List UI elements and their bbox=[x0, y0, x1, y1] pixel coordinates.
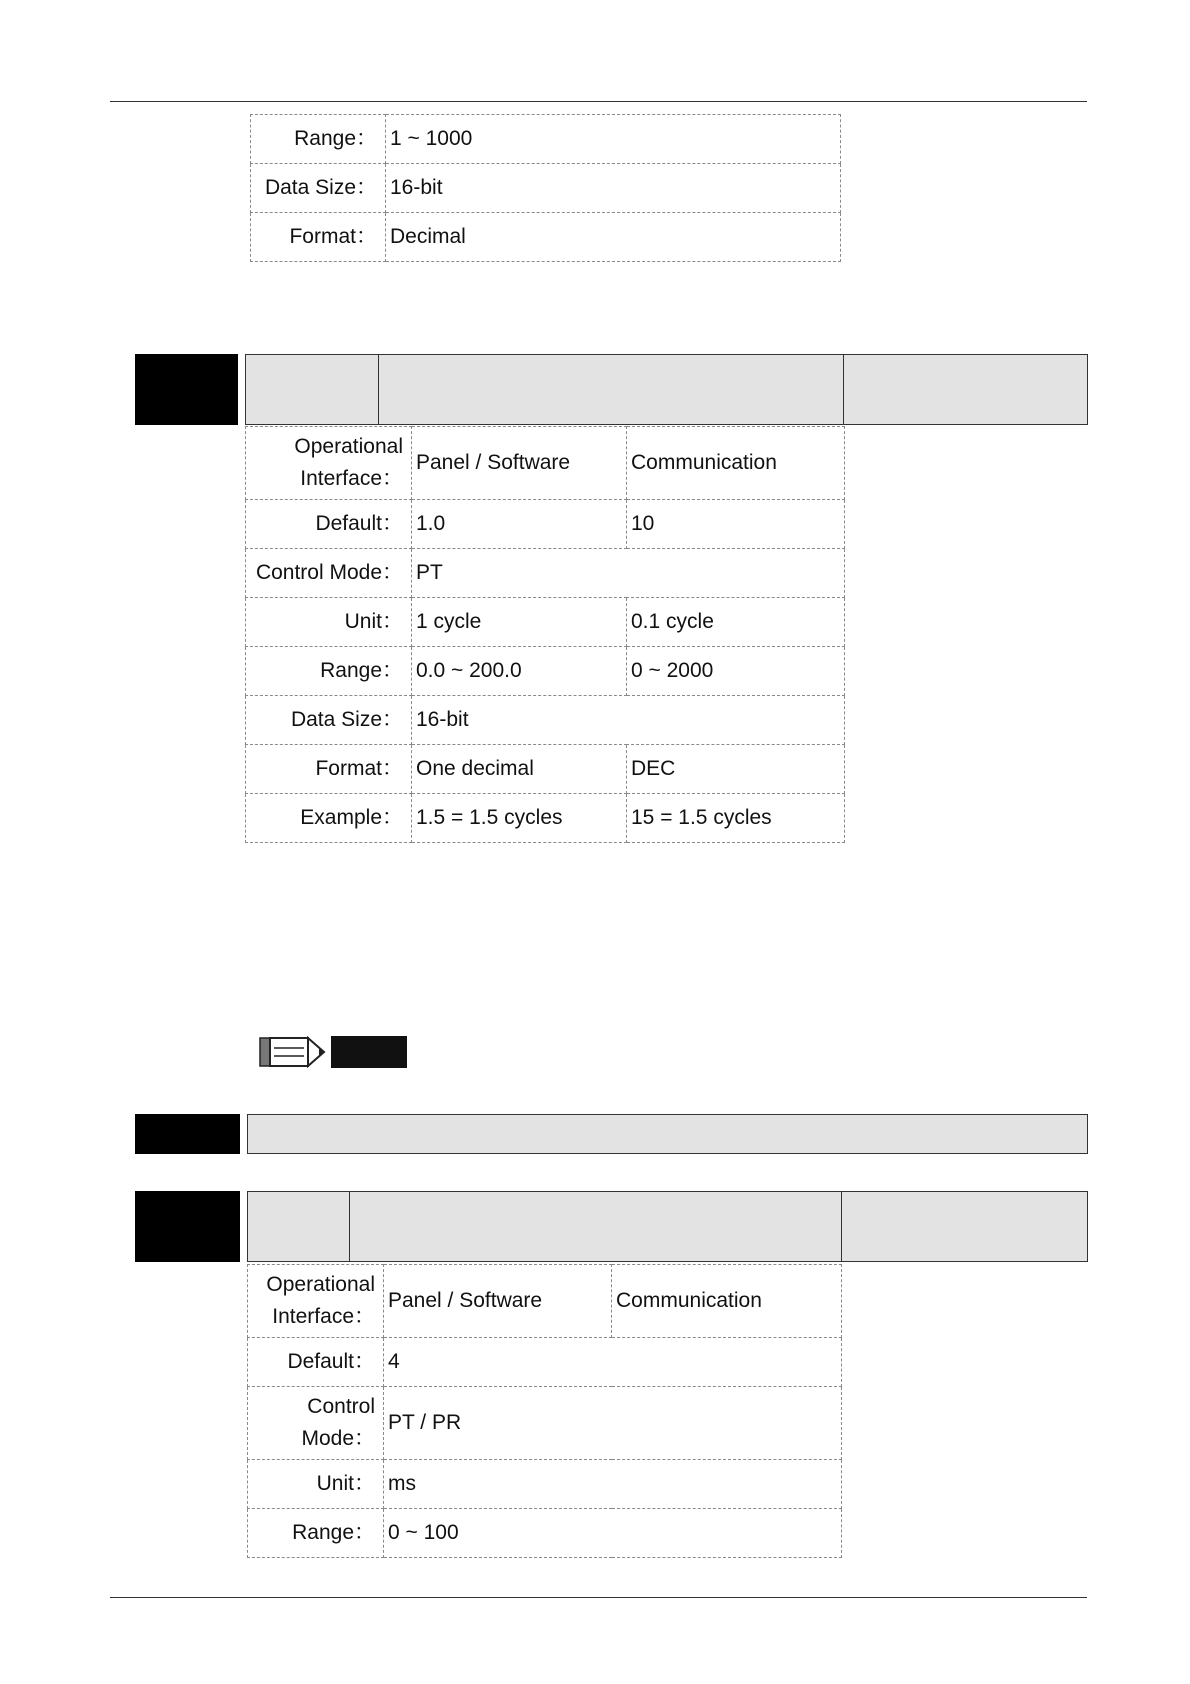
unit-comm: 0.1 cycle bbox=[627, 598, 845, 647]
interface-comm: Communication bbox=[627, 427, 845, 500]
format-label: Format： bbox=[251, 213, 386, 262]
example-comm: 15 = 1.5 cycles bbox=[627, 794, 845, 843]
data-size-label: Data Size： bbox=[246, 696, 412, 745]
range-value: 1 ~ 1000 bbox=[386, 115, 841, 164]
format-comm: DEC bbox=[627, 745, 845, 794]
default-comm: 10 bbox=[627, 500, 845, 549]
parameter-code-box-2 bbox=[135, 354, 238, 425]
data-size-value: 16-bit bbox=[386, 164, 841, 213]
footer-rule bbox=[110, 1597, 1087, 1598]
format-panel: One decimal bbox=[412, 745, 627, 794]
interface-label: Operational Interface： bbox=[246, 427, 412, 500]
range-value: 0 ~ 100 bbox=[384, 1509, 842, 1558]
range-label: Range： bbox=[246, 647, 412, 696]
example-panel: 1.5 = 1.5 cycles bbox=[412, 794, 627, 843]
format-label: Format： bbox=[246, 745, 412, 794]
interface-panel: Panel / Software bbox=[384, 1265, 612, 1338]
interface-comm: Communication bbox=[612, 1265, 842, 1338]
control-mode-label: Control Mode： bbox=[246, 549, 412, 598]
data-size-label: Data Size： bbox=[251, 164, 386, 213]
parameter-header-bar-3 bbox=[247, 1191, 1088, 1262]
interface-panel: Panel / Software bbox=[412, 427, 627, 500]
note-label-bar bbox=[331, 1036, 407, 1068]
default-label: Default： bbox=[246, 500, 412, 549]
default-label: Default： bbox=[248, 1338, 384, 1387]
range-comm: 0 ~ 2000 bbox=[627, 647, 845, 696]
control-mode-value: PT / PR bbox=[384, 1387, 842, 1460]
section-code-box bbox=[135, 1114, 240, 1154]
control-mode-label: Control Mode： bbox=[248, 1387, 384, 1460]
control-mode-value: PT bbox=[412, 549, 845, 598]
data-size-value: 16-bit bbox=[412, 696, 845, 745]
note-pencil-icon bbox=[258, 1035, 328, 1069]
parameter-table-3 bbox=[247, 1264, 842, 1558]
section-header-bar bbox=[247, 1114, 1088, 1154]
unit-label: Unit： bbox=[246, 598, 412, 647]
interface-label: Operational Interface： bbox=[248, 1265, 384, 1338]
range-label: Range： bbox=[248, 1509, 384, 1558]
unit-value: ms bbox=[384, 1460, 842, 1509]
default-value: 4 bbox=[384, 1338, 842, 1387]
range-panel: 0.0 ~ 200.0 bbox=[412, 647, 627, 696]
parameter-table-1 bbox=[250, 114, 841, 262]
parameter-code-box-3 bbox=[135, 1191, 240, 1262]
parameter-table-2 bbox=[245, 426, 845, 843]
parameter-header-bar-2 bbox=[245, 354, 1088, 425]
header-rule bbox=[110, 101, 1087, 102]
unit-panel: 1 cycle bbox=[412, 598, 627, 647]
default-panel: 1.0 bbox=[412, 500, 627, 549]
range-label: Range： bbox=[251, 115, 386, 164]
format-value: Decimal bbox=[386, 213, 841, 262]
example-label: Example： bbox=[246, 794, 412, 843]
unit-label: Unit： bbox=[248, 1460, 384, 1509]
